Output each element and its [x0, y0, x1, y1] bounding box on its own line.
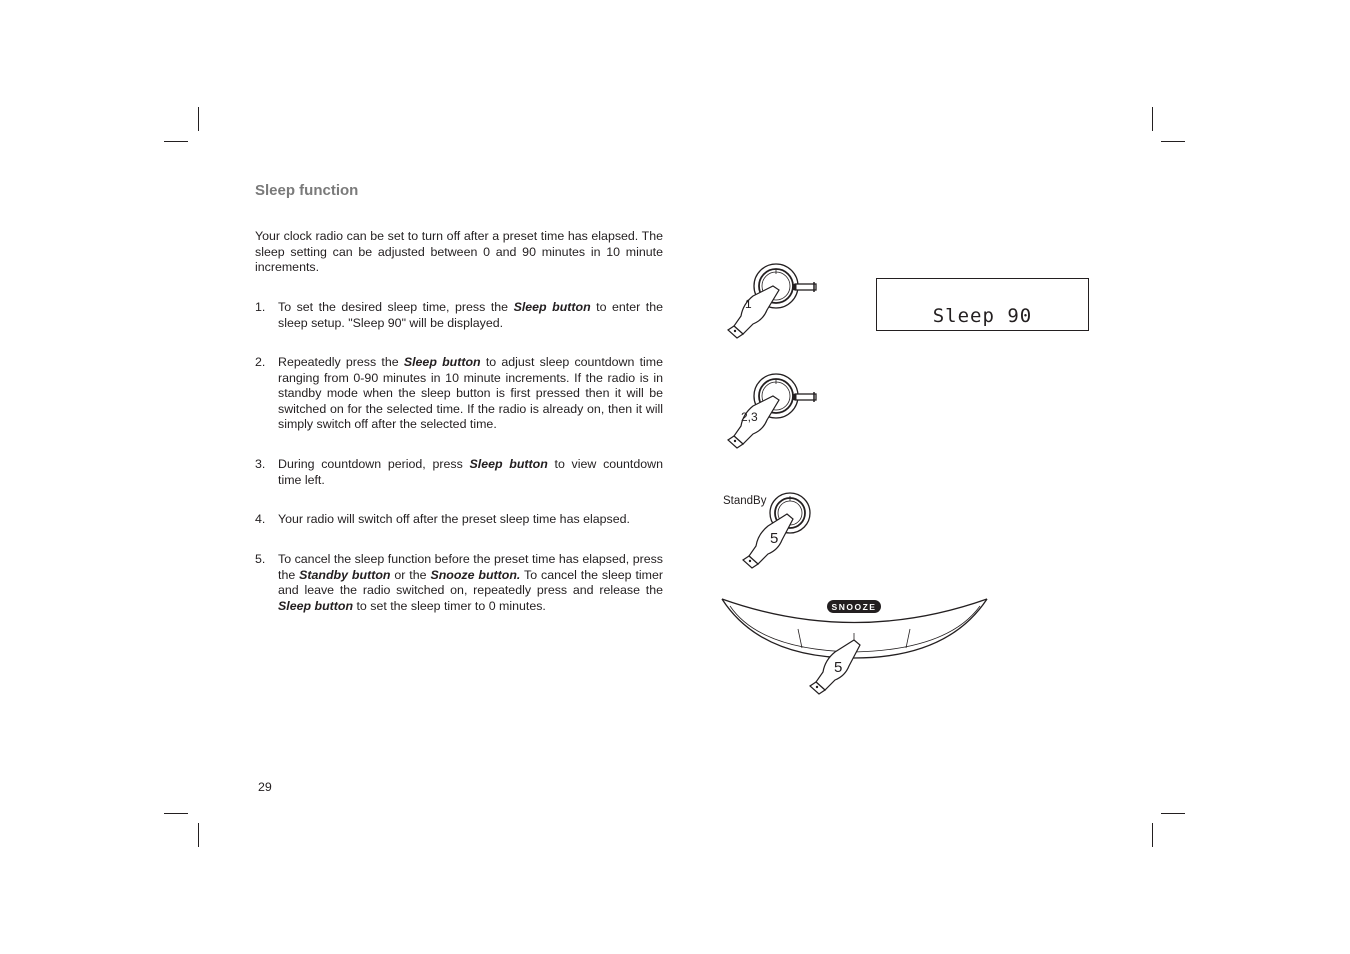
- step-emphasis: Sleep button: [469, 457, 548, 471]
- hand-label: 5: [834, 659, 843, 676]
- crop-mark: [1152, 107, 1153, 131]
- crop-mark: [164, 813, 188, 814]
- step-text: to set the sleep timer to 0 minutes.: [353, 598, 546, 613]
- crop-mark: [198, 823, 199, 847]
- step-text: Your radio will switch off after the preset sleep time has elapsed.: [278, 512, 630, 526]
- knob-press-illustration: [715, 370, 825, 450]
- crop-mark: [1152, 823, 1153, 847]
- step-2: [255, 355, 663, 433]
- step-text: To cancel the sleep function before the preset time has elapsed, press the: [278, 552, 663, 582]
- step-text: Repeatedly press the: [278, 355, 404, 369]
- lcd-display: [876, 278, 1089, 331]
- step-text: to enter the sleep setup. "Sleep 90" will be displayed.: [278, 300, 664, 330]
- snooze-label: SNOOZE: [831, 602, 877, 612]
- step-number: 3.: [255, 457, 266, 471]
- step-3: [255, 457, 663, 488]
- crop-mark: [1161, 141, 1185, 142]
- step-text: to adjust sleep countdown time ranging from 0-90 minutes in 10 minute increments. If the radio is in standby mode when the sleep button is first pressed then it will be switched on for the selected time. If the radio is already on, then it will simply switch off after the selected time.: [278, 355, 663, 431]
- step-emphasis: Sleep button: [278, 598, 354, 613]
- step-text: to view countdown time left.: [278, 457, 663, 487]
- step-text: To set the desired sleep time, press the: [278, 300, 514, 314]
- step-1: [255, 300, 663, 331]
- hand-pointer-icon: [743, 514, 793, 568]
- page-number: 29: [258, 780, 272, 794]
- lcd-text: Sleep 90: [932, 305, 1033, 327]
- standby-label: StandBy: [723, 495, 767, 507]
- hand-pointer-icon: [728, 286, 779, 338]
- knob-press-illustration: [715, 260, 825, 340]
- intro-paragraph: Your clock radio can be set to turn off after a preset time has elapsed. The sleep setting can be adjusted between 0 and 90 minutes in 10 minute increments.: [255, 229, 663, 274]
- crop-mark: [1161, 813, 1185, 814]
- snooze-press-illustration: [720, 596, 990, 696]
- hand-pointer-icon: [810, 640, 860, 694]
- sleep-button-icon: [795, 282, 816, 292]
- hand-pointer-icon: [728, 396, 779, 448]
- step-number: 5.: [255, 552, 266, 566]
- standby-press-illustration: [720, 488, 820, 573]
- step-text: or the: [390, 567, 431, 582]
- page-title: Sleep function: [255, 182, 359, 199]
- hand-label: 2,3: [741, 410, 758, 424]
- hand-label: 5: [770, 530, 779, 547]
- step-5: [255, 552, 663, 614]
- sleep-button-icon: [795, 392, 816, 402]
- step-number: 2.: [255, 355, 266, 369]
- step-emphasis: Standby button: [299, 567, 391, 582]
- step-4: [255, 512, 663, 528]
- step-number: 1.: [255, 300, 266, 314]
- step-text: During countdown period, press: [278, 457, 470, 471]
- crop-mark: [198, 107, 199, 131]
- step-number: 4.: [255, 512, 266, 526]
- hand-label: 1: [745, 297, 752, 311]
- step-emphasis: Sleep button: [403, 355, 481, 369]
- step-emphasis: Sleep button: [513, 300, 591, 314]
- crop-mark: [164, 141, 188, 142]
- step-text: To cancel the sleep timer and leave the radio switched on, repeatedly press and release the: [278, 567, 663, 597]
- step-emphasis: Snooze button.: [430, 567, 521, 582]
